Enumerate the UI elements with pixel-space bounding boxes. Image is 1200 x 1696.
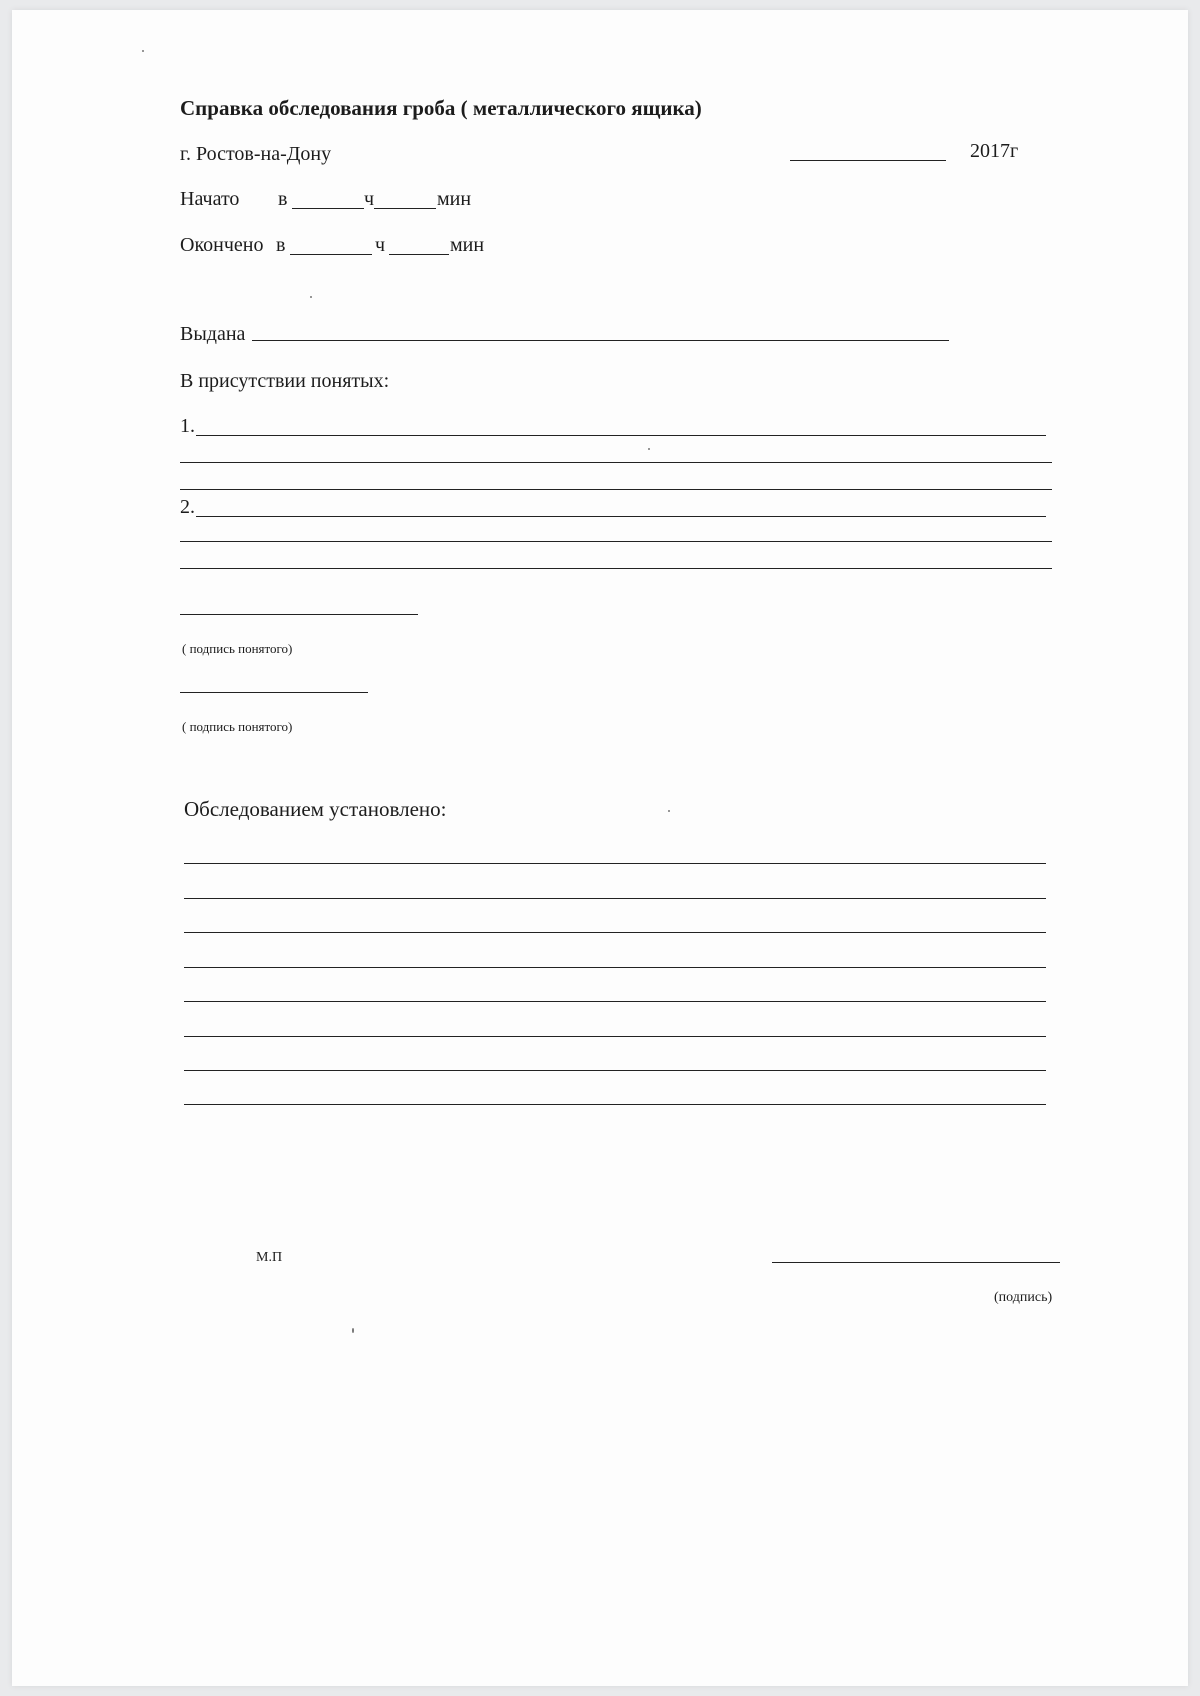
findings-line-5 — [184, 1001, 1046, 1002]
signature-caption: (подпись) — [994, 1290, 1053, 1305]
started-label: Начато — [180, 188, 240, 210]
witness-1-line-2 — [180, 462, 1052, 463]
witness-2-line-1 — [196, 516, 1046, 517]
scan-speck — [142, 50, 144, 52]
issued-blank-line — [252, 340, 949, 341]
scan-speck — [352, 1328, 354, 1333]
finished-minutes-blank — [389, 254, 449, 255]
started-minutes-unit: мин — [437, 188, 472, 210]
scan-speck — [668, 810, 670, 812]
year-label: 2017г — [970, 140, 1019, 162]
finished-hours-unit: ч — [375, 234, 386, 256]
started-minutes-blank — [374, 208, 436, 209]
witness-1-signature-caption: ( подпись понятого) — [182, 641, 293, 656]
witnesses-heading: В присутствии понятых: — [180, 370, 390, 392]
findings-line-4 — [184, 967, 1046, 968]
finished-hours-blank — [290, 254, 372, 255]
findings-line-2 — [184, 898, 1046, 899]
findings-line-3 — [184, 932, 1046, 933]
document-title: Справка обследования гроба ( металлического ящика) — [180, 96, 702, 120]
city-label: г. Ростов-на-Дону — [180, 143, 332, 165]
witness-1-number: 1. — [180, 415, 195, 437]
started-hours-unit: ч — [364, 188, 375, 210]
finished-minutes-unit: мин — [450, 234, 485, 256]
findings-line-1 — [184, 863, 1046, 864]
signature-line — [772, 1262, 1060, 1263]
witness-2-signature-caption: ( подпись понятого) — [182, 719, 293, 734]
document-page — [12, 10, 1188, 1686]
date-blank-line — [790, 160, 946, 161]
witness-1-signature-line — [180, 614, 418, 615]
witness-2-number: 2. — [180, 496, 195, 518]
findings-line-6 — [184, 1036, 1046, 1037]
findings-heading: Обследованием установлено: — [184, 797, 447, 821]
witness-1-line-1 — [196, 435, 1046, 436]
witness-1-line-3 — [180, 489, 1052, 490]
started-at: в — [278, 188, 288, 210]
scan-speck — [648, 448, 650, 450]
findings-line-8 — [184, 1104, 1046, 1105]
scan-speck — [310, 296, 312, 298]
finished-label: Окончено — [180, 234, 264, 256]
issued-label: Выдана — [180, 323, 246, 345]
witness-2-signature-line — [180, 692, 368, 693]
started-hours-blank — [292, 208, 364, 209]
witness-2-line-2 — [180, 541, 1052, 542]
finished-at: в — [276, 234, 286, 256]
findings-line-7 — [184, 1070, 1046, 1071]
witness-2-line-3 — [180, 568, 1052, 569]
stamp-place-label: М.П — [256, 1250, 283, 1265]
